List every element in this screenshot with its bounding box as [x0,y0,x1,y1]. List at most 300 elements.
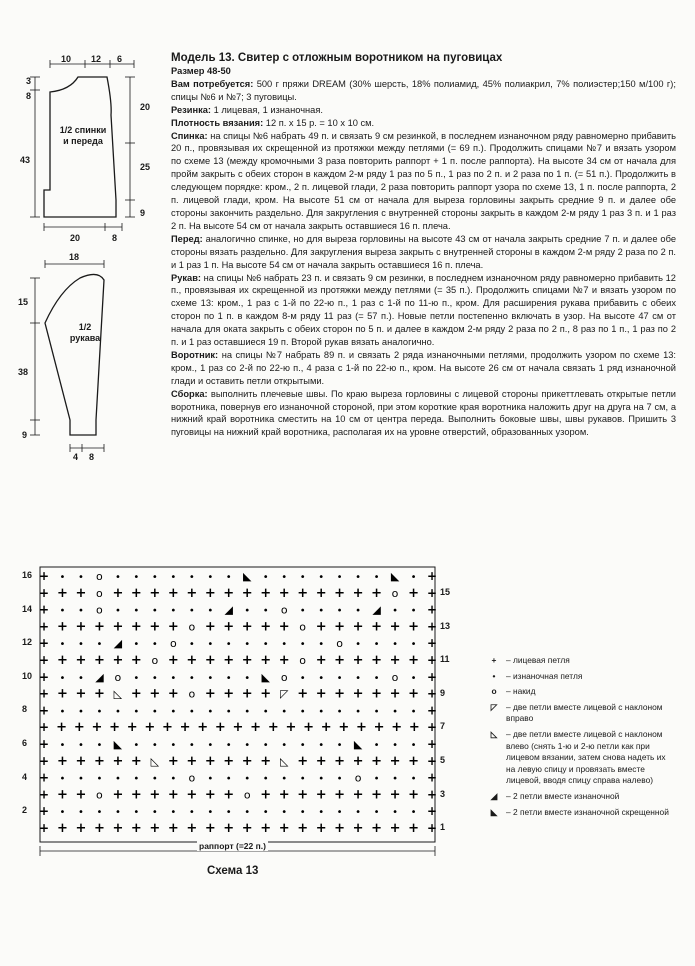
chart-cell-r9-c5: + [130,686,142,702]
chart-cell-r16-c3: o [96,570,103,583]
chart-cell-r14-c4: • [114,605,121,617]
chart-cell-r14-c12: • [262,605,269,617]
chart-cell-r5-c13: ◺ [279,754,289,768]
chart-cell-r3-c12: + [260,787,272,803]
section-assembly: Сборка: выполнить плечевые швы. По краю выреза горловины с лицевой стороны прикеттлевать открытые петли воротника, повернув его изнаночной стороной, при этом короткие края воротника наложить друг на друга на 7 см, а нижний край воротника сместить на 10 см от центра переда. Выполнить боковые швы, швы рукавов. Пришить 3 пуговицы на нижний край воротника, располагая их на уровне отверстий, образованных узором. [171,388,676,438]
chart-cell-r4-c21: + [426,770,438,785]
chart-cell-r4-c19: • [392,773,399,785]
chart-cell-r2-c12: • [262,807,269,819]
chart-cell-r15-c3: o [96,586,103,600]
chart-cell-r9-c1: + [57,686,68,702]
chart-cell-r4-c18: • [373,773,380,785]
chart-cell-r13-c3: + [93,619,105,635]
chart-cell-r16-c18: • [373,572,380,583]
row-number-right: 9 [440,687,446,698]
chart-cell-r5-c18: + [371,753,383,769]
chart-cell-r13-c17: + [352,619,364,635]
body-top-dim-3: 6 [117,54,123,64]
row-number-right: 1 [440,822,446,833]
chart-cell-r13-c6: + [149,619,161,635]
chart-cell-r3-c5: + [130,787,142,803]
chart-cell-r7-c3: + [91,720,103,736]
chart-cell-r5-c1: + [57,753,68,769]
sleeve-left-dim-1: 15 [18,297,29,307]
chart-cell-r12-c12: • [262,639,269,651]
chart-cell-r14-c21: + [426,602,438,617]
chart-cell-r5-c12: + [260,753,272,769]
chart-cell-r6-c9: • [207,740,214,751]
chart-cell-r14-c10: ◢ [224,603,233,617]
chart-cell-r4-c9: • [207,773,214,785]
chart-cell-r2-c4: • [114,807,121,819]
chart-cell-r3-c4: + [112,787,124,803]
chart-cell-r11-c14: o [299,654,307,667]
chart-cell-r5-c3: + [93,753,105,769]
chart-cell-r15-c5: + [130,585,142,601]
chart-cell-r5-c8: + [186,753,198,769]
chart-cell-r9-c8: o [188,687,196,701]
chart-cell-r2-c17: • [355,807,362,819]
chart-cell-r3-c14: + [297,787,309,803]
chart-cell-r5-c11: + [241,753,253,769]
chart-cell-r8-c15: • [318,706,325,718]
chart-cell-r14-c14: • [299,605,306,617]
chart-cell-r15-c7: + [167,585,179,601]
chart-cell-r11-c11: + [241,653,253,668]
chart-cell-r2-c8: • [188,807,195,819]
section-gauge: Плотность вязания: 12 п. х 15 р. = 10 х 10 см. [171,117,375,128]
chart-cell-r12-c10: • [225,639,232,651]
row-number-left: 14 [22,603,33,614]
chart-cell-r10-c5: • [133,672,140,684]
chart-cell-r7-c7: + [162,720,173,736]
row-number-left: 8 [22,704,28,715]
chart-cell-r3-c2: + [75,787,87,803]
chart-cell-r13-c13: + [278,619,290,635]
chart-cell-r2-c1: • [59,807,66,819]
chart-cell-r4-c15: • [318,773,325,785]
chart-cell-r3-c11: o [243,788,251,802]
chart-cell-r7-c11: + [232,720,244,736]
rapport-label: раппорт (=22 п.) [199,841,266,851]
chart-cell-r10-c1: • [59,672,66,684]
chart-cell-r11-c18: + [371,653,383,668]
chart-cell-r10-c18: • [373,672,380,684]
chart-cell-r3-c21: + [426,787,438,802]
chart-cell-r4-c6: • [151,773,158,785]
p2tog-symbol-icon: ◢ [490,790,498,801]
chart-cell-r3-c6: + [149,787,161,803]
chart-cell-r3-c9: + [204,787,216,803]
chart-cell-r7-c6: + [144,720,156,736]
k2tog-left-symbol-icon: ◺ [490,728,498,739]
chart-cell-r6-c7: • [170,740,177,751]
chart-cell-r9-c17: + [352,686,364,702]
section-front: Перед: аналогично спинке, но для выреза горловины на высоте 43 см от начала закрыть средние 7 п. и далее обе стороны вязать раздельно. Для закругления выреза закрыть с внутренней стороны в каждом 2-м ряду 2 раза по 2 п. и 1 раз 1 п. На высоте 54 см от начала закрыть оставшиеся 16 п. плеча. [171,233,676,270]
chart-cell-r13-c4: + [112,619,124,635]
chart-cell-r10-c3: ◢ [95,670,104,684]
chart-cell-r4-c2: • [77,773,84,785]
chart-cell-r9-c12: + [260,686,272,702]
chart-cell-r10-c14: • [299,672,306,684]
chart-cell-r13-c16: + [334,619,346,635]
chart-cell-r13-c2: + [75,619,87,635]
chart-cell-r5-c7: + [167,753,179,769]
chart-cell-r14-c19: • [392,605,399,617]
chart-cell-r6-c14: • [299,740,306,751]
chart-cell-r10-c9: • [207,672,214,684]
chart-cell-r14-c15: • [318,605,325,617]
chart-cell-r12-c13: • [281,639,288,651]
chart-cell-r4-c3: • [96,773,103,785]
chart-cell-r12-c9: • [207,639,214,651]
chart-cell-r2-c6: • [151,807,158,819]
chart-legend [484,655,674,822]
chart-cell-r6-c18: • [373,740,380,751]
chart-cell-r2-c14: • [299,807,306,819]
chart-cell-r9-c20: + [408,686,419,702]
model-title: Модель 13. Свитер с отложным воротником на пуговицах [171,52,503,64]
p2tog-tbl-symbol-icon: ◣ [490,806,498,817]
chart-cell-r12-c11: • [244,639,251,651]
chart-cell-r5-c19: + [389,753,401,769]
chart-cell-r2-c7: • [170,807,177,819]
chart-cell-r11-c16: + [334,653,346,668]
chart-cell-r12-c7: o [169,637,177,651]
chart-cell-r9-c21: + [426,686,438,701]
body-left-dim-1: 3 [26,76,32,86]
chart-cell-r15-c11: + [241,585,253,601]
chart-cell-r1-c16: + [334,821,346,836]
chart-cell-r12-c0: + [38,636,50,651]
chart-cell-r10-c2: • [77,672,84,684]
chart-cell-r5-c2: + [75,753,87,769]
chart-cell-r8-c4: • [114,706,121,718]
chart-cell-r4-c1: • [59,773,66,785]
chart-cell-r15-c0: + [38,585,50,600]
chart-cell-r7-c15: + [303,720,314,736]
chart-cell-r4-c5: • [133,773,140,785]
chart-cell-r8-c20: • [410,706,417,718]
chart-cell-r1-c18: + [371,821,383,836]
chart-cell-r9-c9: + [204,686,216,702]
chart-cell-r13-c7: + [167,619,179,635]
chart-cell-r16-c6: • [151,572,158,583]
chart-cell-r6-c2: • [77,740,84,751]
chart-cell-r7-c17: + [338,720,350,736]
legend-k2tog-right: ◸ – две петли вместе лицевой с наклоном вправо [484,702,674,725]
chart-cell-r5-c0: + [38,753,50,768]
chart-cell-r10-c10: • [225,672,232,684]
row-number-left: 12 [22,637,33,648]
chart-cell-r1-c12: + [260,821,272,836]
body-bottom-dim-2: 8 [112,233,118,243]
chart-cell-r13-c10: + [223,619,235,635]
chart-cell-r1-c8: + [186,821,198,836]
chart-cell-r4-c8: o [188,771,196,785]
knit-symbol-icon: + [491,655,497,665]
chart-cell-r1-c2: + [75,821,87,836]
chart-cell-r13-c0: + [38,619,50,634]
row-number-right: 7 [440,721,446,732]
chart-cell-r15-c17: + [352,585,364,601]
chart-cell-r12-c15: • [318,639,325,651]
chart-cell-r11-c20: + [408,653,419,668]
chart-cell-r11-c13: + [278,653,290,668]
chart-cell-r11-c2: + [75,653,87,668]
chart-cell-r15-c4: + [112,585,124,601]
chart-cell-r11-c10: + [223,653,235,668]
chart-cell-r7-c5: + [126,720,138,736]
chart-cell-r10-c15: • [318,672,325,684]
chart-cell-r6-c4: ◣ [113,738,123,751]
purl-symbol-icon: • [492,670,496,681]
chart-cell-r2-c16: • [336,807,343,819]
chart-cell-r6-c20: • [410,740,417,751]
body-left-dim-2: 8 [26,91,32,101]
sleeve-left-dim-3: 9 [22,430,28,440]
chart-cell-r9-c16: + [334,686,346,702]
chart-cell-r11-c5: + [130,653,142,668]
chart-cell-r14-c3: o [96,603,103,617]
row-number-right: 13 [440,620,451,631]
chart-cell-r7-c19: + [373,720,385,736]
chart-cell-r4-c7: • [170,773,177,785]
chart-cell-r3-c3: o [96,788,103,802]
chart-cell-r5-c14: + [297,753,309,769]
chart-cell-r14-c17: • [355,605,362,617]
chart-cell-r3-c10: + [223,787,235,803]
chart-cell-r11-c0: + [38,653,50,667]
chart-cell-r8-c16: • [336,706,343,718]
row-number-left: 6 [22,738,28,748]
chart-cell-r11-c4: + [112,653,124,668]
chart-cell-r16-c17: • [355,572,362,583]
chart-cell-r3-c16: + [334,787,346,803]
sleeve-piece-label: 1/2 рукава [69,322,101,343]
row-number-right: 11 [440,654,450,665]
chart-cell-r1-c15: + [315,821,327,836]
chart-cell-r11-c6: o [151,654,159,667]
chart-cell-r6-c6: • [151,740,158,751]
chart-cell-r5-c5: + [130,753,142,769]
chart-cell-r3-c1: + [57,787,68,803]
chart-cell-r12-c14: • [299,639,306,651]
chart-cell-r11-c7: + [167,653,179,668]
chart-cell-r15-c2: + [75,585,87,601]
chart-cell-r5-c6: ◺ [150,754,160,768]
chart-cell-r13-c11: + [241,619,253,635]
chart-cell-r7-c4: + [109,720,120,736]
chart-cell-r6-c11: • [244,740,251,751]
chart-cell-r13-c9: + [204,619,216,635]
chart-cell-r5-c16: + [334,753,346,769]
chart-cell-r16-c5: • [133,572,140,583]
row-number-left: 16 [22,570,33,580]
chart-cell-r6-c5: • [133,740,140,751]
chart-cell-r2-c11: • [244,807,251,819]
chart-cell-r2-c3: • [96,807,103,819]
chart-cell-r16-c15: • [318,572,325,583]
chart-cell-r4-c17: o [354,771,362,785]
chart-cell-r10-c17: • [355,672,362,684]
chart-cell-r1-c1: + [57,821,68,836]
legend-p2tog-tbl: ◣ – 2 петли вместе изнаночной скрещенной [484,807,674,819]
chart-cell-r15-c21: + [426,585,438,600]
chart-cell-r9-c15: + [315,686,327,702]
chart-cell-r5-c4: + [112,753,124,769]
chart-cell-r2-c19: • [392,807,399,819]
chart-cell-r2-c5: • [133,807,140,819]
body-right-dim-1: 20 [140,102,151,112]
chart-cell-r12-c20: • [410,639,417,651]
chart-cell-r13-c21: + [426,619,438,634]
chart-cell-r12-c5: • [133,639,140,651]
chart-cell-r6-c13: • [281,740,288,751]
chart-cell-r7-c1: + [56,720,68,736]
chart-cell-r3-c20: + [408,787,419,803]
chart-cell-r8-c8: • [188,706,195,718]
sleeve-bottom-dim-1: 4 [73,452,79,462]
chart-cell-r4-c10: • [225,773,232,785]
chart-cell-r8-c1: • [59,706,66,718]
chart-cell-r13-c12: + [260,619,272,635]
chart-cell-r7-c20: + [391,720,403,736]
chart-cell-r9-c13: ◸ [279,687,289,701]
chart-cell-r9-c4: ◺ [113,687,123,701]
chart-cell-r10-c13: o [280,670,288,684]
chart-cell-r5-c17: + [352,753,364,769]
section-materials: Вам потребуется: 500 г пряжи DREAM (30% шерсть, 18% полиамид, 45% полиакрил, 7% полиэстер;150 м/100 г); спицы №6 и №7; 3 пуговицы. [171,78,676,102]
chart-cell-r12-c3: • [96,639,103,651]
chart-cell-r14-c8: • [188,605,195,617]
chart-cell-r7-c22: + [426,720,438,735]
legend-p2tog: ◢ – 2 петли вместе изнаночной [484,791,674,803]
chart-cell-r1-c11: + [241,821,253,836]
chart-cell-r7-c12: + [250,720,262,736]
chart-cell-r13-c18: + [371,619,383,635]
chart-cell-r1-c17: + [352,821,364,836]
chart-cell-r3-c15: + [315,787,327,803]
chart-cell-r1-c13: + [278,821,290,836]
chart-cell-r16-c14: • [299,572,306,583]
chart-cell-r16-c9: • [207,572,214,583]
chart-cell-r15-c19: o [391,586,399,600]
chart-cell-r11-c9: + [204,653,216,668]
yarn-over-symbol-icon: o [491,686,497,697]
chart-cell-r13-c1: + [57,619,68,635]
chart-cell-r14-c2: • [77,605,84,617]
chart-cell-r1-c9: + [204,821,216,836]
chart-cell-r8-c18: • [373,706,380,718]
legend-purl: • – изнаночная петля [484,671,674,683]
chart-cell-r3-c13: + [278,787,290,803]
chart-cell-r2-c15: • [318,807,325,819]
chart-cell-r15-c16: + [334,585,346,601]
chart-cell-r9-c19: + [389,686,401,702]
chart-cell-r7-c18: + [356,720,367,736]
chart-cell-r14-c18: ◢ [372,603,381,617]
chart-cell-r2-c2: • [77,807,84,819]
chart-cell-r8-c2: • [77,706,84,718]
chart-cell-r14-c11: • [244,605,251,617]
chart-cell-r16-c21: + [426,569,438,583]
chart-cell-r10-c16: • [336,672,343,684]
chart-cell-r8-c12: • [262,706,269,718]
chart-cell-r11-c15: + [315,653,327,668]
chart-cell-r9-c10: + [223,686,235,702]
row-number-right: 5 [440,755,446,765]
chart-cell-r11-c21: + [426,653,438,667]
chart-cell-r6-c10: • [225,740,232,751]
chart-cell-r12-c16: o [336,637,343,651]
legend-k2tog-left: ◺ – две петли вместе лицевой с наклоном влево (снять 1-ю и 2-ю петли как при лицевом вязании, затем снова надеть их на левую спицу и провязать вместе лицевой, вводя спицу справа налево) [484,729,674,787]
chart-cell-r5-c20: + [408,753,419,769]
row-number-right: 15 [440,587,451,597]
chart-cell-r11-c19: + [389,653,401,668]
chart-cell-r11-c3: + [93,653,105,668]
chart-cell-r10-c4: o [114,670,122,684]
k2tog-right-symbol-icon: ◸ [490,701,498,712]
row-number-left: 2 [22,805,28,816]
chart-cell-r6-c1: • [59,740,66,751]
chart-cell-r10-c7: • [170,672,177,684]
chart-cell-r14-c1: • [59,605,66,617]
chart-cell-r6-c8: • [188,740,195,751]
row-number-left: 10 [22,670,33,681]
chart-cell-r12-c8: • [188,639,195,651]
chart-cell-r4-c20: • [410,773,417,785]
chart-cell-r11-c12: + [260,653,272,668]
chart-cell-r14-c5: • [133,605,140,617]
chart-cell-r10-c12: ◣ [261,670,270,684]
chart-cell-r15-c8: + [186,585,198,601]
chart-cell-r14-c13: o [280,603,288,617]
chart-cell-r15-c14: + [297,585,309,601]
chart-cell-r9-c6: + [149,686,161,702]
chart-cell-r7-c2: + [73,720,85,736]
chart-cell-r16-c10: • [225,572,232,583]
chart-cell-r7-c21: + [408,720,420,736]
chart-cell-r6-c3: • [96,740,103,751]
chart-cell-r9-c3: + [93,686,105,702]
chart-cell-r15-c12: + [260,585,272,601]
chart-cell-r6-c15: • [318,740,325,751]
chart-cell-r13-c5: + [130,619,142,635]
body-left-dim-3: 43 [20,155,31,165]
chart-cell-r9-c7: + [167,686,179,702]
chart-cell-r2-c0: + [38,804,50,819]
chart-cell-r12-c21: + [426,636,438,651]
chart-cell-r2-c10: • [225,807,232,819]
chart-cell-r12-c19: • [392,639,399,651]
chart-cell-r8-c0: + [38,703,50,718]
chart-cell-r12-c4: ◢ [113,637,123,651]
legend-yarn-over: o – накид [484,686,674,698]
chart-cell-r15-c10: + [223,585,235,601]
chart-cell-r9-c14: + [297,686,309,702]
row-number-left: 4 [22,771,28,782]
chart-cell-r16-c11: ◣ [243,570,252,583]
chart-cell-r14-c7: • [170,605,177,617]
chart-cell-r11-c8: + [186,653,198,668]
chart-cell-r15-c9: + [204,585,216,601]
chart-cell-r8-c13: • [281,706,288,718]
size-line: Размер 48-50 [171,66,231,76]
chart-cell-r1-c7: + [167,821,179,836]
chart-cell-r14-c16: • [336,605,343,617]
chart-cell-r6-c0: + [38,737,50,751]
